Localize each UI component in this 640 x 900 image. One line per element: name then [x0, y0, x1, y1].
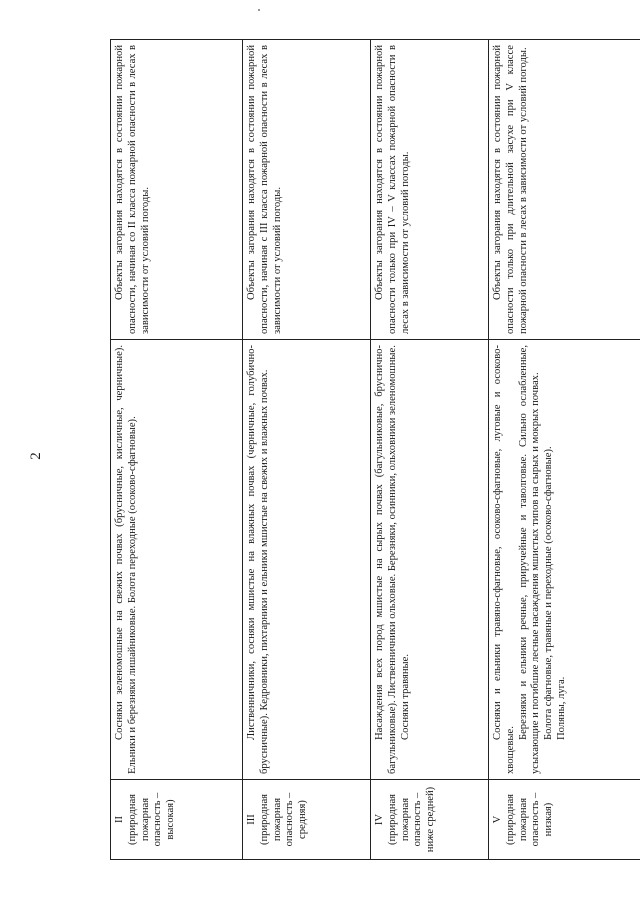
class-number: II: [114, 815, 125, 824]
class-cell: [111, 780, 243, 860]
description-cell: [489, 340, 640, 780]
table-row-class-3: [243, 40, 371, 860]
description-text: Сосняки зеленомошные на свежих почвах (брусничные, кисличные, черничные). Ельники и березняки лишайниковые. Болота переходные (осоково-сфагновые).: [114, 345, 138, 774]
scan-speck: [258, 9, 260, 11]
page-number: 2: [28, 452, 44, 460]
description-text: Насаждения всех пород мшистые на сырых почвах (багульниковые, бруснично-багульниковые). Лиственничники ольховые. Березняки, осинники, ольховники зеленомошные.: [374, 345, 398, 774]
danger-cell: [489, 40, 640, 340]
description-text: Березняки и ельники речные, приручейные и таволговые. Сильно ослабленные, усыхающие и погибшие лесные насаждения мшистых типов на сырых и мокрых почвах.: [517, 345, 542, 774]
description-text: Лиственничники, сосняки мшистые на влажных почвах (черничные, голубично-брусничные). Кедровники, пихтарники и ельники мшистые на свежих и влажных почвах.: [246, 345, 270, 774]
table-row-class-5: [489, 40, 640, 860]
description-cell: [111, 340, 243, 780]
description-text: Болота сфагновые, травяные и переходные (осоково-сфагновые).: [543, 446, 555, 740]
class-number: III: [246, 814, 257, 825]
danger-text: Объекты загорания находятся в состоянии пожарной опасности только при длительной засухе при V классе пожарной опасности в лесах в зависимости от условий погоды.: [492, 45, 529, 334]
class-label: (природная пожарная опасность – ниже средней): [386, 786, 437, 853]
class-label: (природная пожарная опасность – высокая): [126, 792, 177, 847]
danger-text: Объекты загорания находятся в состоянии пожарной опасности, начиная со II класса пожарной опасности в лесах в зависимости от условий погоды.: [114, 45, 151, 334]
class-number: V: [492, 815, 503, 824]
class-cell: [489, 780, 640, 860]
class-cell: [243, 780, 371, 860]
table-row-class-2: [111, 40, 243, 860]
danger-cell: [371, 40, 489, 340]
description-text: Сосняки и ельники травяно-сфагновые, осоково-сфагновые, луговые и осоково-хвощевые.: [492, 345, 516, 774]
description-text: Сосняки травяные.: [399, 654, 411, 740]
danger-cell: [111, 40, 243, 340]
fire-danger-table: [110, 39, 640, 860]
danger-text: Объекты загорания находятся в состоянии пожарной опасности только при IV – V классах пожарной опасности в лесах в зависимости от условий погоды.: [374, 45, 411, 334]
description-cell: [371, 340, 489, 780]
description-text: Поляны, луга.: [555, 676, 567, 740]
class-cell: [371, 780, 489, 860]
table-row-class-4: [371, 40, 489, 860]
class-label: (природная пожарная опасность – низкая): [504, 792, 555, 847]
class-label: (природная пожарная опасность – средняя): [258, 792, 309, 847]
description-cell: [243, 340, 371, 780]
fire-danger-table-rotated: [110, 40, 640, 860]
class-number: IV: [374, 813, 385, 826]
danger-cell: [243, 40, 371, 340]
danger-text: Объекты загорания находятся в состоянии пожарной опасности, начиная с III класса пожарной опасности в лесах в зависимости от условий погоды.: [246, 45, 283, 334]
